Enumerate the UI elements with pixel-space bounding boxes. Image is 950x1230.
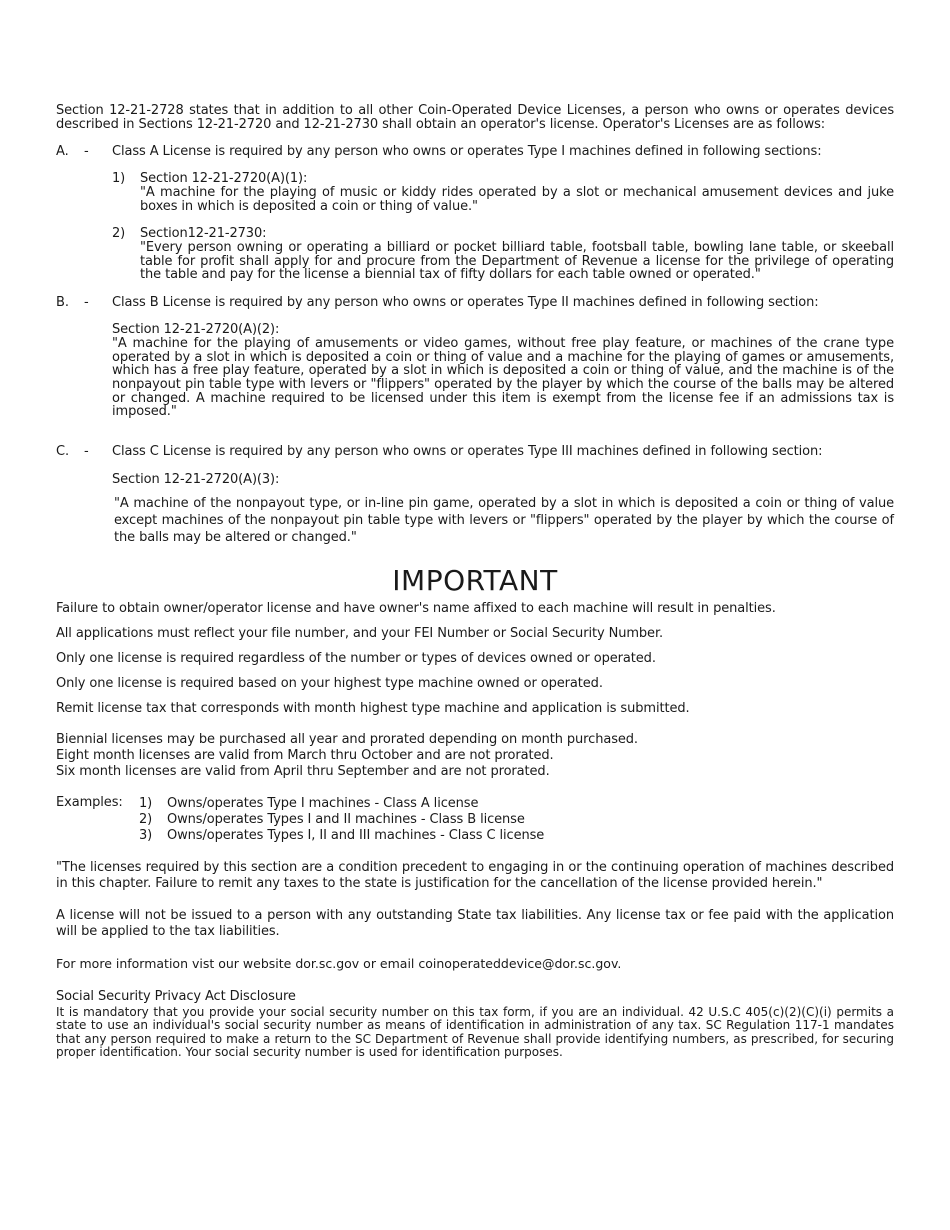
important-heading: IMPORTANT	[392, 564, 558, 598]
document-page	[56, 104, 894, 1060]
section-quote: "Every person owning or operating a billiard or pocket billiard table, footsball table, bowling lane table, or skeeball table for profit shall apply for and procure from the Department of Revenue a license for the privilege of operating the table and pay for the license a biennial tax of fifty dollars for each table owned or operated."	[140, 239, 894, 283]
important-line: Remit license tax that corresponds with month highest type machine and application is submitted.	[56, 701, 690, 717]
liability-paragraph: A license will not be issued to a person with any outstanding State tax liabilities. Any license tax or fee paid with the application will be applied to the tax liabilities.	[56, 908, 894, 940]
class-a-heading	[56, 145, 894, 159]
class-a-letter: A.	[56, 144, 69, 160]
class-b-dash: -	[84, 294, 89, 310]
class-a-text: Class A License is required by any person who owns or operates Type I machines defined in following sections:	[112, 144, 822, 160]
period-line: Eight month licenses are valid from March thru October and are not prorated.	[56, 748, 554, 764]
example-item	[139, 812, 544, 828]
intro-paragraph: Section 12-21-2728 states that in addition to all other Coin-Operated Device Licenses, a person who owns or operates devices described in Sections 12-21-2720 and 12-21-2730 shall obtain an operator's license. Operator's Licenses are as follows:	[56, 103, 894, 132]
class-c-dash: -	[84, 444, 89, 460]
class-b-section: Section 12-21-2720(A)(2):	[112, 321, 280, 337]
privacy-heading: Social Security Privacy Act Disclosure	[56, 988, 296, 1004]
example-text: Owns/operates Types I and II machines - Class B license	[167, 812, 525, 828]
examples-label: Examples:	[56, 795, 123, 811]
important-list	[56, 602, 894, 716]
important-line: Failure to obtain owner/operator license and have owner's name affixed to each machine will result in penalties.	[56, 601, 776, 617]
class-b-heading	[56, 296, 894, 310]
item-number: 1)	[112, 171, 126, 187]
class-b-text: Class B License is required by any person who owns or operates Type II machines defined in following section:	[112, 294, 819, 310]
example-number: 2)	[139, 812, 153, 828]
examples-block	[56, 796, 894, 844]
example-item	[139, 828, 544, 844]
example-number: 3)	[139, 828, 153, 844]
important-line: Only one license is required based on your highest type machine owned or operated.	[56, 676, 603, 692]
period-line: Six month licenses are valid from April thru September and are not prorated.	[56, 764, 550, 780]
example-text: Owns/operates Types I, II and III machines - Class C license	[167, 828, 545, 844]
section-reference: Section12-21-2730:	[140, 225, 267, 241]
example-text: Owns/operates Type I machines - Class A license	[167, 796, 479, 812]
example-number: 1)	[139, 796, 153, 812]
class-c-section: Section 12-21-2720(A)(3):	[112, 472, 280, 488]
more-info-line: For more information vist our website dor.sc.gov or email coinoperateddevice@dor.sc.gov.	[56, 956, 622, 972]
class-a-dash: -	[84, 144, 89, 160]
class-b-letter: B.	[56, 294, 69, 310]
class-a-item-1	[112, 172, 894, 213]
section-quote: "A machine for the playing of music or kiddy rides operated by a slot or mechanical amusement devices and juke boxes in which is deposited a coin or thing of value."	[140, 185, 894, 215]
section-reference: Section 12-21-2720(A)(1):	[140, 171, 308, 187]
important-line: All applications must reflect your file number, and your FEI Number or Social Security Number.	[56, 626, 664, 642]
privacy-text: It is mandatory that you provide your social security number on this tax form, if you are an individual. 42 U.S.C 405(c)(2)(C)(i) permits a state to use an individual's social security number as means of identification in administration of any tax. SC Regulation 117-1 mandates that any person required to make a return to the SC Department of Revenue shall provide identifying numbers, as prescribed, for securing proper identification. Your social security number is used for identification purposes.	[56, 1004, 894, 1060]
class-a-item-2	[112, 227, 894, 282]
period-line: Biennial licenses may be purchased all year and prorated depending on month purchased.	[56, 732, 638, 748]
class-b-quote: "A machine for the playing of amusements or video games, without free play feature, or machines of the crane type operated by a slot in which is deposited a coin or thing of value and a machine for the playing of games or amusements, which has a free play feature, operated by a slot in which is deposited a coin or thing of value, and the machine is of the nonpayout pin table type with levers or "flippers" operated by the player by which the course of the balls may be altered or changed. A machine required to be licensed under this item is exempt from the license fee if an admissions tax is imposed."	[112, 335, 894, 420]
class-c-heading	[56, 445, 894, 459]
class-c-text: Class C License is required by any person who owns or operates Type III machines defined in following section:	[112, 444, 823, 460]
class-c-letter: C.	[56, 444, 70, 460]
important-line: Only one license is required regardless of the number or types of devices owned or operated.	[56, 651, 656, 667]
class-c-quote: "A machine of the nonpayout type, or in-line pin game, operated by a slot in which is deposited a coin or thing of value except machines of the nonpayout pin table type with levers or "flippers" operated by the player by which the course of the balls may be altered or changed."	[114, 496, 894, 546]
license-periods	[56, 732, 894, 780]
condition-paragraph: "The licenses required by this section are a condition precedent to engaging in or the continuing operation of machines described in this chapter. Failure to remit any taxes to the state is justification for the cancellation of the license provided herein."	[56, 860, 894, 892]
example-item	[139, 796, 544, 812]
item-number: 2)	[112, 225, 126, 241]
